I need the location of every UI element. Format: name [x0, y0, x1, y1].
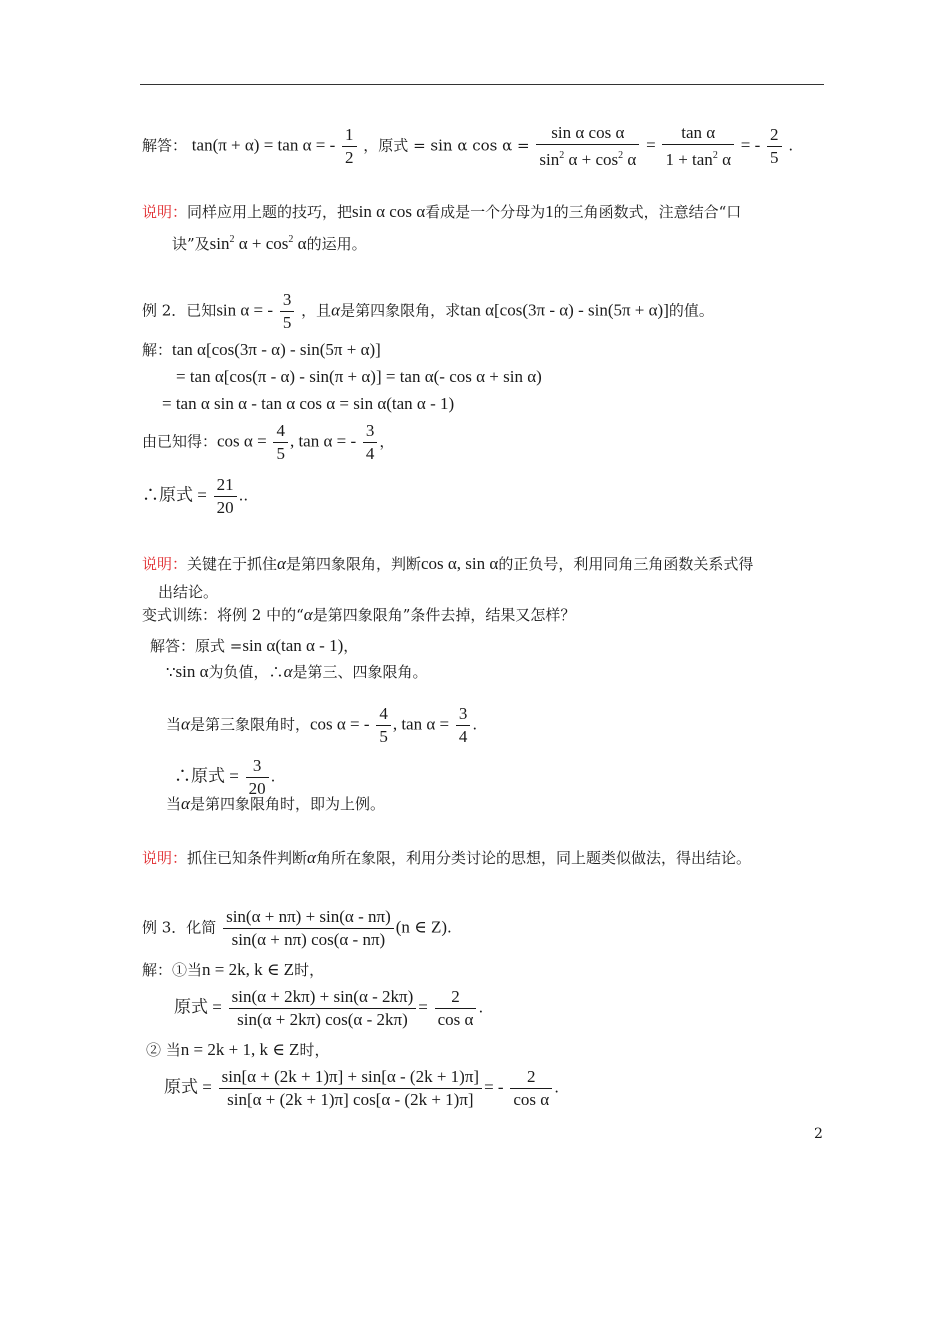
note-2-line-1 [142, 554, 753, 574]
note-text: 角所在象限，利用分类讨论的思想，同上题类似做法，得出结论。 [315, 849, 751, 867]
fraction: $\frac{3}{4}$ [363, 420, 378, 465]
math-expr: tan α[cos(3π - α) - sin(5π + α)] [172, 340, 381, 359]
fraction: $\frac{2}{5}$ [767, 124, 782, 169]
solution-1 [142, 122, 793, 171]
math-expr: = - [740, 135, 761, 155]
text: .. [238, 486, 249, 505]
text: 的值。 [668, 301, 714, 320]
math-expr: ∴原式 = [174, 766, 239, 786]
math-expr: 1 [545, 202, 554, 221]
fraction: $\frac{4}{5}$ [376, 703, 391, 748]
fraction: $\frac{3}{4}$ [456, 703, 471, 748]
math-expr: = [646, 135, 656, 155]
math-expr: ∴原式 = [142, 485, 207, 505]
fraction: $\frac{\sin(\alpha + 2k\pi) + \sin(\alpha - 2k\pi)}{\sin(\alpha + 2k\pi) \cos(\alpha - 2k\pi)}$ [229, 986, 417, 1031]
fraction: $\frac{\sin(\alpha + n\pi) + \sin(\alpha - n\pi)}{\sin(\alpha + n\pi) \cos(\alpha - n\pi)}$ [223, 906, 394, 951]
math-expr: 原式 = [164, 1077, 212, 1097]
math-expr: 原式 = [174, 997, 222, 1017]
note-label: 说明： [142, 849, 188, 867]
math-expr: (n ∈ Z) [395, 917, 448, 937]
solution-2-line-2: = tan α[cos(π - α) - sin(π + α)] = tan α(- cos α + sin α) [176, 367, 542, 386]
note-text: 看成是一个分母为 [425, 203, 546, 221]
math-expr: α [283, 662, 293, 681]
text: 当 [166, 795, 182, 813]
text: . [447, 918, 452, 937]
note-text: 的正负号，利用同角三角函数关系式得 [498, 555, 754, 573]
fraction: $\frac{1}{2}$ [342, 124, 357, 169]
fraction: $\frac{3}{20}$ [246, 755, 269, 800]
text: . [478, 998, 484, 1017]
example-label: 例 2．已知 [142, 301, 217, 320]
fraction: $\frac{3}{5}$ [280, 289, 295, 334]
text: . [554, 1078, 559, 1097]
case-2-result [164, 1066, 559, 1111]
math-expr: cos α, sin α [420, 554, 499, 573]
fraction: $\frac{21}{20}$ [214, 474, 237, 519]
math-expr: , tan α = - [289, 431, 357, 451]
math-expr: sin α(tan α - 1) [242, 636, 344, 655]
text: 是第四象限角，求 [340, 301, 461, 320]
solution-2-line-3: = tan α sin α - tan α cos α = sin α(tan α - 1) [162, 394, 455, 413]
text: ， [379, 432, 395, 451]
header-rule [140, 84, 824, 85]
note-text: 关键在于抓住 [187, 555, 278, 573]
note-label: 说明： [142, 203, 188, 221]
fraction: $\frac{\text{tan α}}{1 + \tan^2 \alpha}$ [662, 122, 734, 171]
text: 是第四象限角时，即为上例。 [189, 795, 385, 813]
variant-title [142, 605, 575, 625]
case-1 [142, 960, 324, 980]
note-1-line-1 [142, 202, 741, 222]
note-text: 同样应用上题的技巧，把 [187, 203, 353, 221]
example-2 [142, 289, 714, 334]
text: 时， [299, 1041, 330, 1059]
solution-2-line-1 [142, 340, 381, 360]
fraction: $\frac{2}{\text{cos α}}$ [510, 1066, 552, 1111]
math-expr: α [303, 605, 313, 624]
variant-line-5 [166, 794, 385, 814]
fraction: $\frac{4}{5}$ [273, 420, 288, 465]
math-expr: ，原式 = sin α cos α = [363, 136, 530, 155]
example-3 [142, 906, 452, 951]
text: ， [343, 637, 359, 655]
math-expr: cos α = - [309, 714, 370, 734]
variant-line-3 [166, 703, 477, 748]
text: 解：①当 [142, 961, 203, 979]
math-expr: . [788, 136, 794, 155]
note-2-line-2: 出结论。 [158, 583, 219, 601]
fraction: $\frac{2}{\text{cos α}}$ [435, 986, 477, 1031]
math-expr: α [181, 794, 190, 813]
text: 解答：原式 = [150, 637, 243, 655]
text: . [472, 715, 478, 734]
note-text: 的三角函数式，注意结合“口 [553, 203, 742, 221]
text: ② 当 [146, 1041, 181, 1059]
note-label: 说明： [142, 555, 188, 573]
known-values [142, 420, 394, 465]
math-expr: α [307, 848, 316, 867]
math-expr: α [277, 554, 286, 573]
text: . [270, 767, 276, 786]
case-1-result [174, 986, 483, 1031]
math-expr: cos α = [217, 431, 267, 451]
text: 为负值，∴ [208, 663, 284, 681]
text: 是第三、四象限角。 [292, 663, 428, 681]
fraction: $\frac{\text{sin α cos α}}{\sin^2 \alpha + \cos^2 \alpha}$ [536, 122, 639, 171]
math-expr: tan α[cos(3π - α) - sin(5π + α)] [460, 300, 669, 320]
math-expr: , tan α = [392, 714, 450, 734]
note-3 [142, 848, 751, 868]
math-expr: = [418, 997, 428, 1017]
math-expr: n = 2k, k ∈ Z [202, 960, 295, 979]
case-2 [146, 1040, 329, 1060]
text: 当 [166, 715, 182, 734]
fraction: $\frac{\sin[\alpha + (2k + 1)\pi] + \sin[\alpha - (2k + 1)\pi]}{\sin[\alpha + (2k + 1)\pi] \cos[\alpha - (2k + 1)\pi]}$ [219, 1066, 482, 1111]
note-text: 诀”及 [172, 235, 210, 253]
note-text: 的运用。 [306, 235, 367, 253]
math-expr: α [181, 714, 190, 734]
math-expr: sin α = - [216, 300, 274, 320]
text: 是第三象限角时， [189, 715, 310, 734]
text: 时， [294, 961, 325, 979]
variant-line-2 [166, 662, 428, 682]
result-2 [142, 474, 248, 519]
example-label: 例 3．化简 [142, 918, 217, 937]
variant-line-1 [150, 636, 358, 656]
math-expr: sin α [175, 662, 209, 681]
page-number: 2 [814, 1126, 823, 1142]
math-expr: sin α cos α [352, 202, 426, 221]
note-1-line-2 [172, 230, 367, 254]
text: ，且 [301, 301, 332, 320]
solution-label: 解答： [142, 136, 188, 155]
note-text: 是第四象限角，判断 [285, 555, 421, 573]
text: ∵ [166, 663, 176, 681]
solution-label: 解： [142, 341, 173, 359]
text: 是第四象限角”条件去掉，结果又怎样？ [312, 606, 576, 624]
math-expr: tan(π + α) = tan α = - [191, 135, 336, 155]
text: 变式训练：将例 2 中的“ [142, 606, 304, 624]
math-expr: $\sin^2 \alpha + \cos^2 \alpha$ [209, 234, 307, 253]
text: 由已知得： [142, 432, 218, 451]
math-expr: n = 2k + 1, k ∈ Z [180, 1040, 300, 1059]
note-text: 抓住已知条件判断 [187, 849, 308, 867]
math-expr: α [331, 300, 341, 320]
math-expr: = - [484, 1077, 504, 1097]
